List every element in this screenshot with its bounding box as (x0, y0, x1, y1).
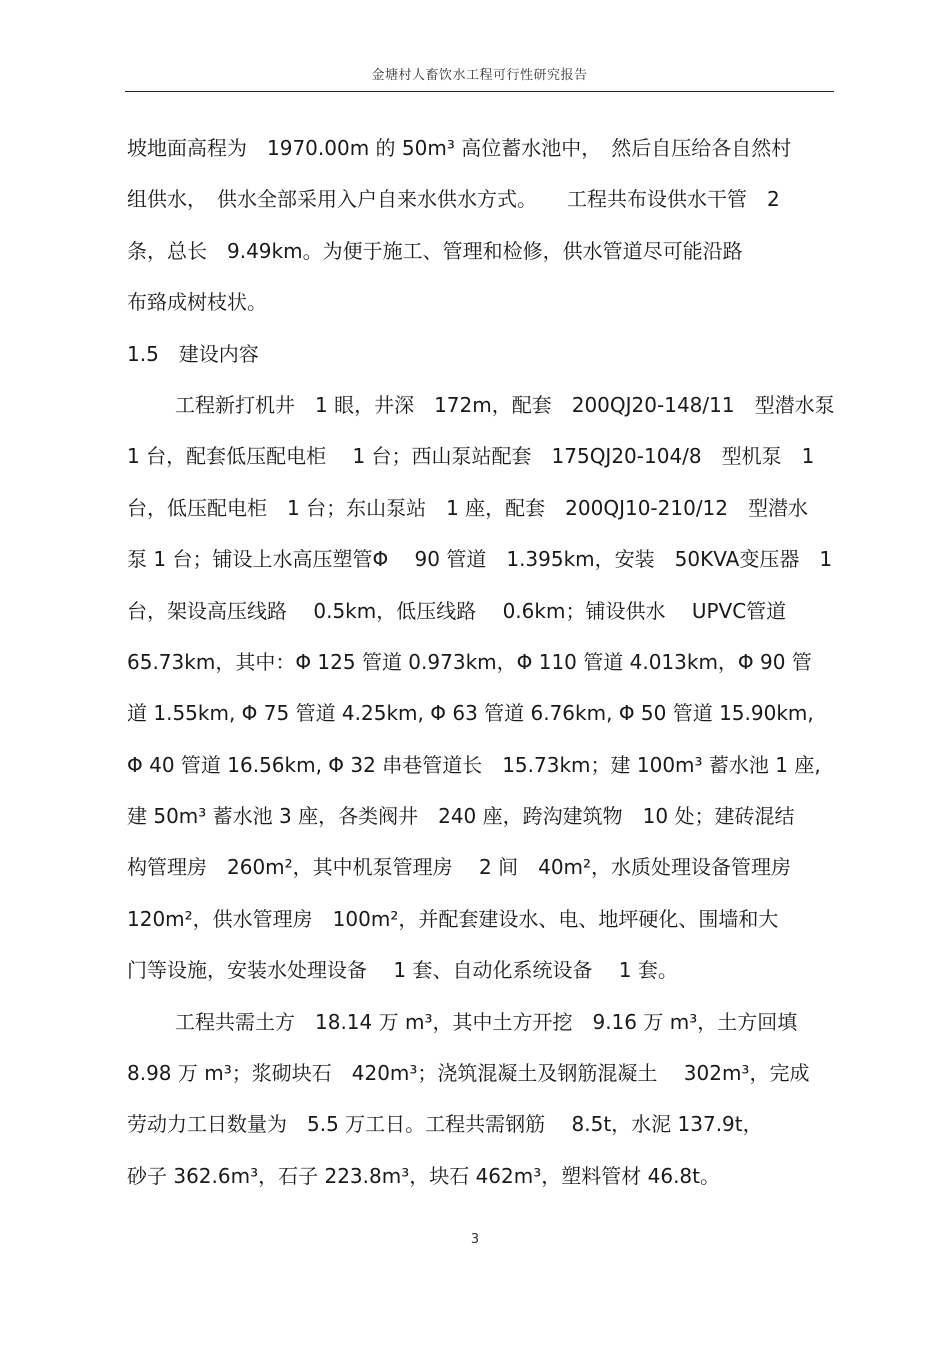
text-line: 台，架设高压线路 0.5km，低压线路 0.6km；铺设供水 UPVC管道 (127, 598, 787, 623)
text-line: 坡地面高程为 1970.00m 的 50m³ 高位蓄水池中， 然后自压给各自然村 (127, 136, 792, 160)
header-rule (125, 91, 834, 92)
text-line: 120m²，供水管理房 100m²，并配套建设水、电、地坪硬化、围墙和大 (127, 906, 779, 931)
text-line: 门等设施，安装水处理设备 1 套、自动化系统设备 1 套。 (127, 958, 678, 983)
page-number: 3 (470, 1232, 480, 1247)
text-line: Φ 40 管道 16.56km, Φ 32 串巷管道长 15.73km；建 100m³ 蓄水池 1 座, (127, 752, 821, 777)
text-line: 条，总长 9.49km。为便于施工、管理和检修，供水管道尽可能沿路 (127, 238, 743, 263)
text-line: 组供水， 供水全部采用入户自来水供水方式。 工程共布设供水干管 2 (127, 187, 780, 212)
text-line: 8.98 万 m³；浆砌块石 420m³；浇筑混凝土及钢筋混凝土 302m³，完成 (127, 1061, 810, 1086)
section-heading: 1.5 建设内容 (127, 341, 259, 366)
paragraph-first-line: 工程共需土方 18.14 万 m³，其中土方开挖 9.16 万 m³，土方回填 (175, 1009, 798, 1034)
text-line: 泵 1 台；铺设上水高压塑管Φ 90 管道 1.395km，安装 50KVA变压器 1 (127, 547, 833, 572)
text-line: 构管理房 260m²，其中机泵管理房 2 间 40m²，水质处理设备管理房 (127, 855, 792, 880)
document-body (127, 128, 839, 1207)
text-line: 劳动力工日数量为 5.5 万工日。工程共需钢筋 8.5t，水泥 137.9t， (127, 1112, 763, 1137)
text-line: 道 1.55km, Φ 75 管道 4.25km, Φ 63 管道 6.76km, Φ 50 管道 15.90km, (127, 701, 814, 726)
text-line: 1 台，配套低压配电柜 1 台；西山泵站配套 175QJ20-104/8 型机泵 1 (127, 444, 815, 469)
text-line: 布臵成树枝状。 (127, 290, 267, 315)
text-line: 建 50m³ 蓄水池 3 座，各类阀井 240 座，跨沟建筑物 10 处；建砖混结 (127, 804, 795, 829)
paragraph-first-line: 工程新打机井 1 眼，井深 172m，配套 200QJ20-148/11 型潜水泵 (175, 392, 835, 417)
text-line: 砂子 362.6m³，石子 223.8m³，块石 462m³，塑料管材 46.8t。 (127, 1163, 720, 1188)
running-header: 金塘村人畜饮水工程可行性研究报告 (371, 68, 588, 83)
text-line: 台，低压配电柜 1 台；东山泵站 1 座，配套 200QJ10-210/12 型潜水 (127, 495, 809, 520)
text-line: 65.73km，其中：Φ 125 管道 0.973km，Φ 110 管道 4.013km，Φ 90 管 (127, 649, 812, 674)
